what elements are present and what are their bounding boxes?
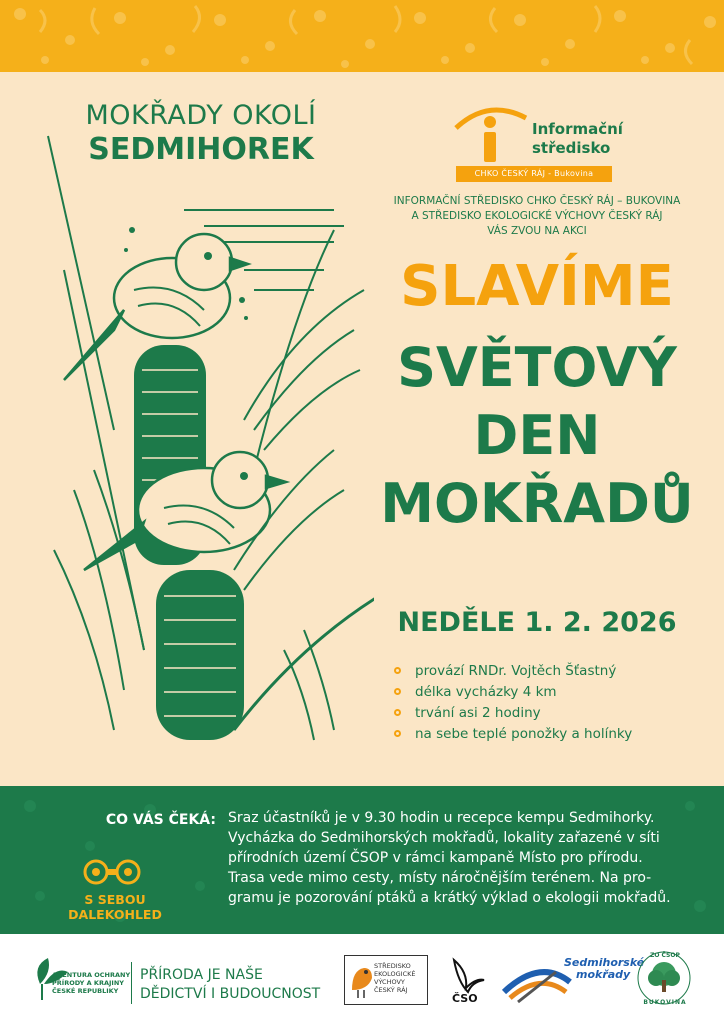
- priroda-slogan: PŘÍRODA JE NAŠE DĚDICTVÍ I BUDOUCNOST: [140, 967, 321, 1002]
- bird-logo-icon: [348, 960, 376, 1000]
- zo-top-text: ZO ČSOP: [650, 952, 680, 959]
- zo-bottom-text: BUKOVINA: [643, 999, 687, 1006]
- info-i-icon: [452, 100, 532, 166]
- aop-text: AGENTURA OCHRANY PŘÍRODY A KRAJINY ČESKÉ REPUBLIKY: [52, 971, 131, 995]
- bullet-icon: [394, 709, 401, 716]
- event-description: Sraz účastníků je v 9.30 hodin u recepce kempu Sedmihorky. Vycházka do Sedmihorských mokřadů, lokality zařazené v síti přírodních území ČSOP v rámci kampaně Místo pro přírodu. Trasa vede mimo cesty, místy náročnějším terénem. Na pro- gramu je pozorování ptáků a krátký výklad o ekologii mokřadů.: [228, 810, 671, 906]
- sev-text: STŘEDISKO EKOLOGICKÉ VÝCHOVY ČESKÝ RÁJ: [374, 962, 416, 994]
- binoculars-label: S SEBOU DALEKOHLED: [68, 892, 162, 922]
- list-item: délka vycházky 4 km: [394, 681, 632, 702]
- list-item: na sebe teplé ponožky a holínky: [394, 723, 632, 744]
- sedmihorske-text: Sedmihorské mokřady: [564, 956, 645, 981]
- pattern-decoration: [0, 0, 724, 72]
- cso-label: ČSO: [452, 992, 478, 1005]
- top-pattern-band: [0, 0, 724, 72]
- invitation-text: INFORMAČNÍ STŘEDISKO CHKO ČESKÝ RÁJ – BUKOVINA A STŘEDISKO EKOLOGICKÉ VÝCHOVY ČESKÝ RÁJ VÁS ZVOU NA AKCI: [393, 195, 681, 237]
- headline-main: SVĚTOVÝ DEN MOKŘADŮ: [380, 336, 694, 535]
- bullet-icon: [394, 667, 401, 674]
- bullet-icon: [394, 730, 401, 737]
- subtitle-line2: SEDMIHOREK: [88, 132, 314, 167]
- binoculars-icon: [80, 858, 144, 886]
- footer-divider: [131, 962, 132, 1004]
- info-logo-bar: CHKO ČESKÝ RÁJ - Bukovina: [456, 166, 612, 182]
- info-logo-text: Informační středisko: [532, 120, 623, 157]
- what-awaits-label: CO VÁS ČEKÁ:: [105, 812, 216, 828]
- subtitle-line1: MOKŘADY OKOLÍ: [85, 100, 317, 131]
- event-details-list: [394, 660, 632, 744]
- info-centre-logo: [452, 100, 623, 182]
- birds-cattail-illustration: [34, 130, 374, 750]
- event-date: NEDĚLE 1. 2. 2026: [397, 607, 677, 638]
- headline-slavime: SLAVÍME: [400, 254, 674, 319]
- list-item: trvání asi 2 hodiny: [394, 702, 632, 723]
- list-item: provází RNDr. Vojtěch Šťastný: [394, 660, 632, 681]
- bullet-icon: [394, 688, 401, 695]
